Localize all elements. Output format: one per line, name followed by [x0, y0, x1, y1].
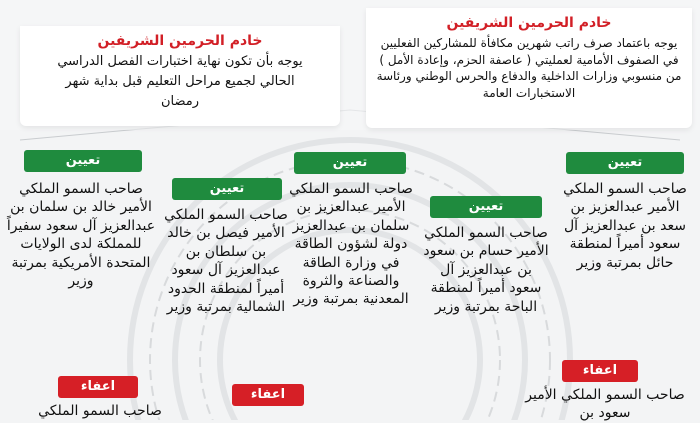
appointment-badge: تعيين: [172, 178, 282, 200]
exemption-badge: اعفاء: [232, 384, 304, 406]
decree-card-bonus: [366, 8, 692, 128]
exemption-badge: اعفاء: [58, 376, 138, 398]
appointment-text: صاحب السمو الملكي الأمير عبدالعزيز بن سلمان بن عبدالعزيز دولة لشؤون الطاقة في وزارة الطاقة والصناعة والثروة المعدنية بمرتبة وزير: [289, 181, 413, 308]
appointment-badge: تعيين: [294, 152, 406, 174]
card-body: يوجه بأن تكون نهاية اختبارات الفصل الدراسي الحالي لجميع مراحل التعليم قبل بداية شهر رمضان: [57, 54, 303, 109]
appointment-text: صاحب السمو الملكي الأمير خالد بن سلمان بن عبدالعزيز آل سعود سفيراً للمملكة لدى الولايات المتحدة الأمريكية بمرتبة وزير: [6, 181, 156, 290]
exemption-badge: اعفاء: [562, 360, 638, 382]
decree-card-exams: [20, 26, 340, 126]
card-body: يوجه باعتماد صرف راتب شهرين مكافأة للمشاركين الفعليين في الصفوف الأمامية لعمليتي ( عاصفة الحزم، وإعادة الأمل ) من منسوبي وزارات الداخلية والدفاع والحرس الوطني ورئاسة الاستخبارات العامة: [376, 36, 682, 100]
exemption-text: صاحب السمو الملكي الأمير سعود بن: [525, 387, 685, 422]
appointment-badge: تعيين: [566, 152, 684, 174]
card-title: خادم الحرمين الشريفين: [446, 15, 612, 31]
exemption-text: صاحب السمو الملكي: [38, 403, 162, 419]
appointment-text: صاحب السمو الملكي الأمير عبدالعزيز بن سعد بن عبدالعزيز آل سعود أميراً لمنطقة حائل بمرتبة وزير: [563, 181, 687, 271]
appointment-badge: تعيين: [430, 196, 542, 218]
appointment-text: صاحب السمو الملكي الأمير فيصل بن خالد بن سلطان بن عبدالعزيز آل سعود أميراً لمنطقة الحدود الشمالية بمرتبة وزير: [164, 207, 288, 316]
appointment-badge: تعيين: [24, 150, 142, 172]
card-title: خادم الحرمين الشريفين: [97, 33, 263, 49]
appointment-text: صاحب السمو الملكي الأمير حسام بن سعود بن عبدالعزيز آل سعود أميراً لمنطقة الباحة بمرتبة وزير: [423, 225, 549, 315]
